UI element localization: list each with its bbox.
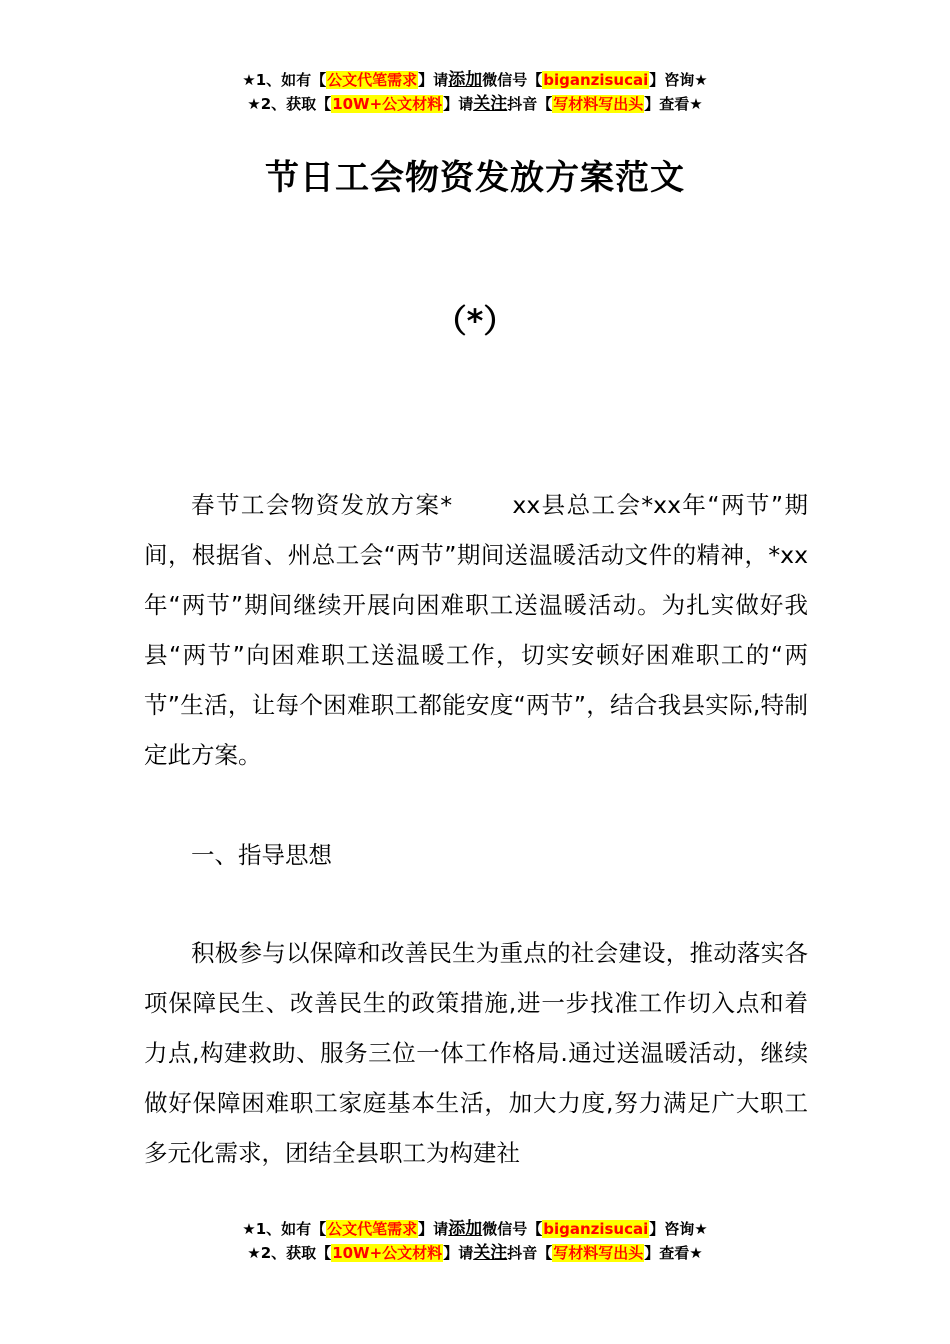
banner-emphasis: 添加	[448, 1219, 483, 1239]
banner-line-1	[0, 68, 950, 92]
body-paragraph	[144, 928, 808, 1178]
banner-text: 】请	[418, 1220, 449, 1238]
banner-emphasis: 关注	[473, 1243, 508, 1263]
banner-highlight: biganzisucai	[543, 1220, 649, 1238]
banner-highlight: 写材料写出头	[553, 1244, 644, 1262]
banner-text: ★2、获取【	[247, 95, 332, 113]
banner-text: 微信号【	[482, 1220, 543, 1238]
banner-highlight: 10W+公文材料	[332, 1244, 443, 1262]
banner-text: 抖音【	[507, 1244, 553, 1262]
banner-text: 】咨询★	[649, 71, 708, 89]
banner-text: 抖音【	[507, 95, 553, 113]
footer-banner	[0, 1217, 950, 1265]
document-title: 节日工会物资发放方案范文	[265, 158, 685, 198]
banner-line-2	[0, 1241, 950, 1265]
banner-text: ★2、获取【	[247, 1244, 332, 1262]
banner-line-2	[0, 92, 950, 116]
banner-emphasis: 关注	[473, 94, 508, 114]
banner-text: 】咨询★	[649, 1220, 708, 1238]
banner-emphasis: 添加	[448, 70, 483, 90]
section-heading	[144, 830, 808, 880]
banner-highlight: 公文代笔需求	[327, 71, 418, 89]
banner-line-1	[0, 1217, 950, 1241]
banner-highlight: 写材料写出头	[553, 95, 644, 113]
banner-text: 】请	[418, 71, 449, 89]
banner-highlight: biganzisucai	[543, 71, 649, 89]
banner-text: 】查看★	[644, 1244, 703, 1262]
banner-text: ★1、如有【	[242, 71, 327, 89]
banner-highlight: 10W+公文材料	[332, 95, 443, 113]
banner-text: 】查看★	[644, 95, 703, 113]
section-heading-text: 一、指导思想	[191, 841, 332, 869]
paragraph-text: 春节工会物资发放方案* xx县总工会*xx年“两节”期间，根据省、州总工会“两节”期间送温暖活动文件的精神，*xx年“两节”期间继续开展向困难职工送温暖活动。为扎实做好我县“两节”向困难职工送温暖工作，切实安顿好困难职工的“两节”生活，让每个困难职工都能安度“两节”，结合我县实际,特制定此方案。	[144, 491, 808, 769]
banner-text: 微信号【	[482, 71, 543, 89]
document-subtitle: （*）	[434, 302, 516, 340]
banner-highlight: 公文代笔需求	[327, 1220, 418, 1238]
banner-text: 】请	[443, 1244, 474, 1262]
header-banner	[0, 68, 950, 116]
banner-text: ★1、如有【	[242, 1220, 327, 1238]
banner-text: 】请	[443, 95, 474, 113]
body-paragraph	[144, 480, 808, 780]
paragraph-text: 积极参与以保障和改善民生为重点的社会建设，推动落实各项保障民生、改善民生的政策措施,进一步找准工作切入点和着力点,构建救助、服务三位一体工作格局.通过送温暖活动，继续做好保障困难职工家庭基本生活，加大力度,努力满足广大职工多元化需求，团结全县职工为构建社	[144, 939, 808, 1167]
